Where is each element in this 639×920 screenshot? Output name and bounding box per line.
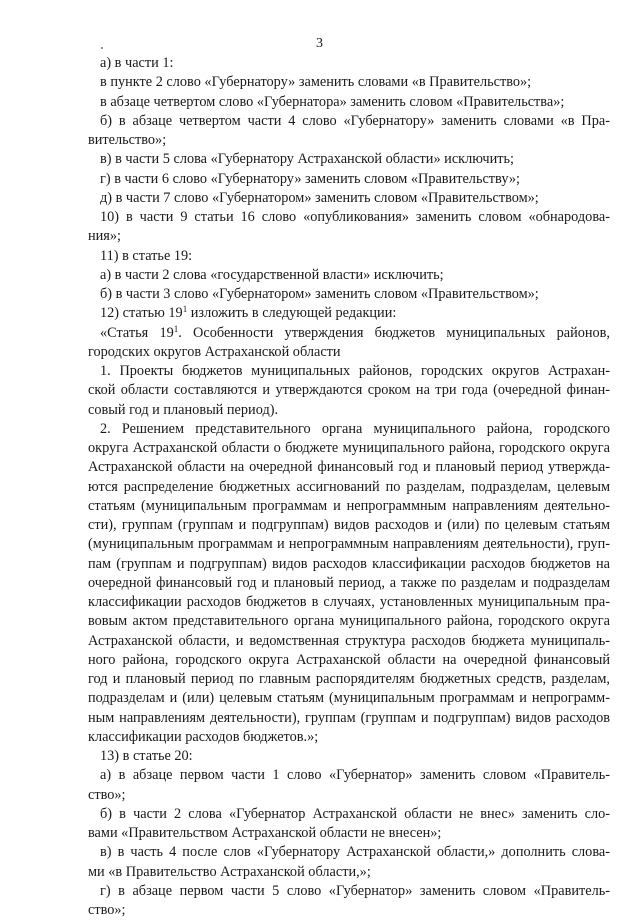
text-line <box>88 170 610 189</box>
text-line <box>88 632 610 651</box>
text-line <box>88 131 610 150</box>
text-line <box>88 227 610 246</box>
text-line-content: сти), группам (группам и подгруппам) видов расходов и (или) по целевым статьям <box>88 517 610 533</box>
text-line <box>88 497 610 516</box>
text-line-content: ми «в Правительство Астраханской области,»; <box>88 863 371 880</box>
text-line <box>88 882 610 901</box>
text-line <box>88 555 610 574</box>
text-line <box>88 401 610 420</box>
text-line-content: б) в части 2 слова «Губернатор Астраханской области не внес» заменить сло- <box>100 805 610 822</box>
text-line-content: (муниципальным программам и непрограммным направлениям деятельности), груп- <box>88 536 610 553</box>
text-line <box>88 324 610 343</box>
text-line-content: очередной финансовый год и плановый период, а также по разделам и подразделам <box>88 574 610 591</box>
text-line <box>88 747 610 766</box>
text-line <box>88 304 610 323</box>
text-line-content: в абзаце четвертом слово «Губернатора» заменить словом «Правительства»; <box>100 93 565 110</box>
document-text <box>88 54 610 920</box>
text-line-content: 1. Проекты бюджетов муниципальных районов, городских округов Астрахан- <box>100 363 610 379</box>
text-line-content: округа Астраханской области о бюджете муниципального района, городского округа <box>88 440 610 456</box>
text-line-content: ство»; <box>88 786 126 803</box>
text-line <box>88 689 610 708</box>
text-line-content: в пункте 2 слово «Губернатору» заменить словами «в Правительство»; <box>100 74 532 91</box>
text-line <box>88 150 610 169</box>
text-line <box>88 266 610 285</box>
text-line <box>88 786 610 805</box>
text-line-content: 13) в статье 20: <box>100 748 193 764</box>
text-line <box>88 728 610 747</box>
text-line <box>88 381 610 400</box>
text-line-content: д) в части 7 слово «Губернатором» заменить словом «Правительством»; <box>100 189 539 206</box>
text-line <box>88 420 610 439</box>
text-line <box>88 612 610 631</box>
text-line-content: классификации расходов бюджетов в случаях, установленных муниципальным пра- <box>88 594 610 610</box>
text-line <box>88 766 610 785</box>
text-line-content: подразделам и (или) целевым статьям (муниципальным программам и непрограмм- <box>88 690 610 707</box>
text-line-content: . Особенности утверждения бюджетов муниципальных районов, <box>178 324 611 341</box>
text-line-content: 11) в статье 19: <box>100 247 193 264</box>
text-line <box>88 93 610 112</box>
text-line-content: ской области составляются и утверждаются сроком на три года (очередной финан- <box>88 382 610 399</box>
text-line <box>88 208 610 227</box>
superscript: 1 <box>182 304 188 315</box>
text-line-content: вительство»; <box>88 132 167 148</box>
text-line <box>88 901 610 920</box>
text-line <box>88 112 610 131</box>
text-line-content: «Статья 19 <box>100 324 174 341</box>
text-line-content: вами «Правительством Астраханской области не внесен»; <box>88 825 442 841</box>
text-line <box>88 824 610 843</box>
text-line <box>88 343 610 362</box>
text-line <box>88 709 610 728</box>
text-line-content: 10) в части 9 статьи 16 слово «опубликования» заменить словом «обнародова- <box>100 209 610 225</box>
superscript: 1 <box>173 323 179 334</box>
text-line-content: а) в абзаце первом части 1 слово «Губернатор» заменить словом «Правитель- <box>100 767 610 784</box>
text-line-content: вовым актом представительного органа муниципального района, городского округа <box>88 613 610 630</box>
text-line-content: г) в абзаце первом части 5 слово «Губернатор» заменить словом «Правитель- <box>100 882 610 899</box>
text-line <box>88 478 610 497</box>
text-line-content: ным направлениям деятельности), группам (группам и подгруппам) видов расходов <box>88 709 610 726</box>
text-line <box>88 189 610 208</box>
scan-artifact-dot <box>101 47 103 49</box>
text-line-content: б) в абзаце четвертом части 4 слово «Губернатору» заменить словами «в Пра- <box>100 112 610 129</box>
text-line <box>88 285 610 304</box>
text-line-content: г) в части 6 слово «Губернатору» заменить словом «Правительству»; <box>100 170 520 187</box>
text-line-content: а) в части 2 слова «государственной власти» исключить; <box>100 266 444 283</box>
text-line-content: 12) статью 19 <box>100 305 183 322</box>
text-line-content: ния»; <box>88 228 121 245</box>
text-line <box>88 54 610 73</box>
text-line <box>88 574 610 593</box>
text-line <box>88 247 610 266</box>
text-line-content: пам (группам и подгруппам) видов расходов классификации расходов бюджетов на <box>88 555 610 572</box>
text-line <box>88 73 610 92</box>
text-line-content: Астраханской области, и ведомственная структура расходов бюджета муниципаль- <box>88 632 610 649</box>
text-line <box>88 651 610 670</box>
text-line <box>88 362 610 381</box>
text-line-content: совый год и плановый период). <box>88 401 279 418</box>
text-line-content: классификации расходов бюджетов.»; <box>88 728 319 745</box>
text-line <box>88 535 610 554</box>
text-line-content: ного района, городского округа Астраханской области на очередной финансовый <box>88 651 610 668</box>
text-line-content: в) в части 5 слова «Губернатору Астраханской области» исключить; <box>100 151 514 168</box>
text-line-content: ство»; <box>88 902 126 918</box>
text-line-content: городских округов Астраханской области <box>88 343 341 360</box>
text-line <box>88 516 610 535</box>
page-number: 3 <box>316 36 323 51</box>
text-line-content: статьям (муниципальным программам и непрограммным направлениям деятельно- <box>88 497 610 514</box>
text-line-content: 2. Решением представительного органа муниципального района, городского <box>100 420 610 437</box>
text-line <box>88 843 610 862</box>
text-line <box>88 439 610 458</box>
text-line <box>88 458 610 477</box>
text-line-content: б) в части 3 слово «Губернатором» заменить словом «Правительством»; <box>100 286 539 302</box>
text-line <box>88 863 610 882</box>
text-line-content: изложить в следующей редакции: <box>187 305 397 322</box>
text-line <box>88 593 610 612</box>
text-line-content: ются распределение бюджетных ассигнований по разделам, подразделам, целевым <box>88 478 610 495</box>
text-line-content: а) в части 1: <box>100 55 174 71</box>
text-line-content: в) в часть 4 после слов «Губернатору Астраханской области,» дополнить слова- <box>100 844 610 861</box>
text-line-content: Астраханской области на очередной финансовый год и плановый период утвержда- <box>88 459 610 476</box>
text-line <box>88 670 610 689</box>
text-line <box>88 805 610 824</box>
text-line-content: год и плановый период по главным распорядителям бюджетных средств, разделам, <box>88 671 610 687</box>
